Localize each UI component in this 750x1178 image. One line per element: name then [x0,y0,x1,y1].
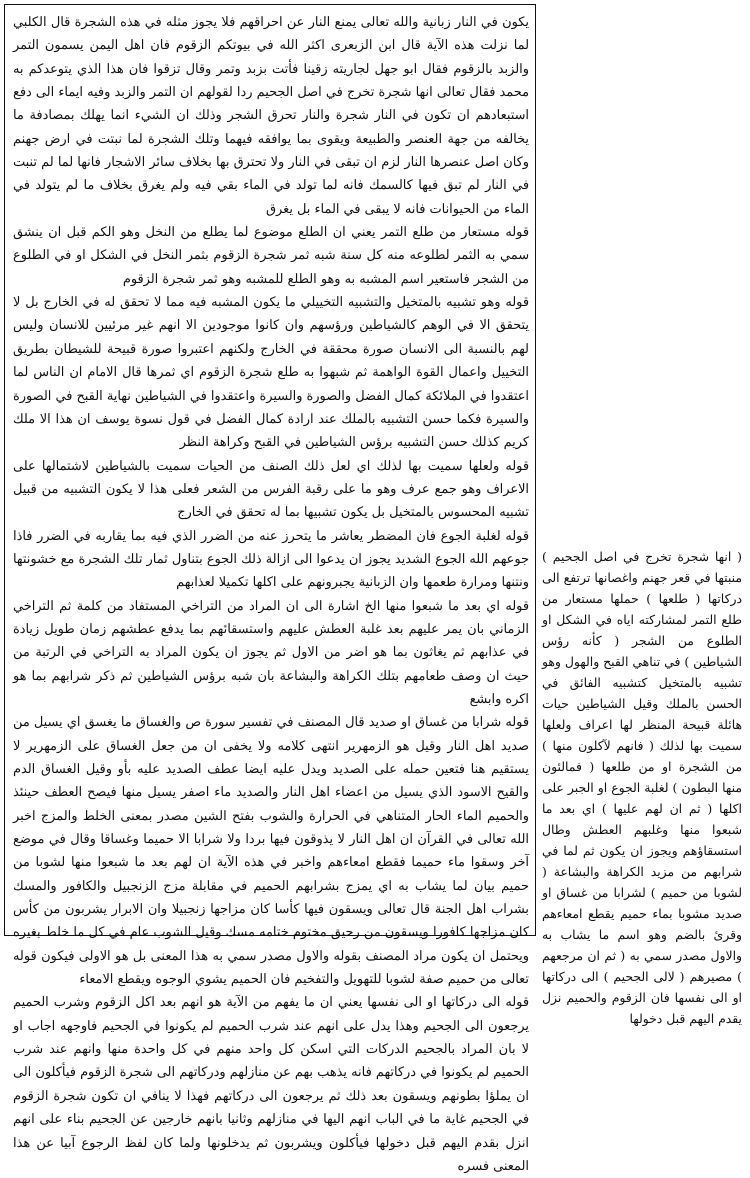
commentary-paragraph: قوله اي بعد ما شبعوا منها الخ اشارة الى ان المراد من التراخي المستفاد من كلمة ثم التراخي الزماني بان يمر عليهم بعد غلبة العطش عليهم واستسقائهم بما يدفع عطشهم زمان طويل زيادة في عذابهم ثم يغاثون بما هو اضر من الاول ثم يجوز ان يكون المراد به التراخي في الرتبة من حيث ان وصف طعامهم بتلك الكراهة والبشاعة بان شبه برؤس الشياطين ثم ذكر شرابهم بما هو اكره وابشع [13,598,529,707]
main-commentary-text [13,11,529,1174]
main-commentary-frame [4,4,536,1174]
margin-paragraph: ( انها شجرة تخرج في اصل الجحيم ) منبتها في قعر جهنم واغصانها ترتفع الى دركاتها ( طلعها ) حملها مستعار من طلع التمر لمشاركته اياه في الشكل او الطلوع من الشجر ( كأنه رؤس الشياطين ) في تناهي القبح والهول وهو تشبيه بالمتخيل كتشبيه الفائق في الحسن بالملك وقيل الشياطين حيات هائلة قبيحة المنظر لها اعراف ولعلها سميت بها لذلك ( فانهم لآكلون منها ) من الشجرة او من طلعها ( فمالئون منها البطون ) لغلبة الجوع او الجبر على اكلها ( ثم ان لهم عليها ) اي بعد ما شبعوا منها وغلبهم العطش وطال استسقاؤهم ويجوز ان يكون ثم لما في شرابهم من مزيد الكراهة والبشاعة ( لشوبا من حميم ) لشرابا من غساق او صديد مشوبا بماء حميم يقطع امعاءهم وقرئ بالضم وهو اسم ما يشاب به والاول مصدر سمي به ( ثم ان مرجعهم ) مصيرهم ( لالى الجحيم ) الى دركاتها او الى نفسها فان الزقوم والحميم نزل يقدم اليهم قبل دخولها [542,549,742,1026]
commentary-paragraph: قوله شرابا من غساق او صديد قال المصنف في تفسير سورة ص والغساق ما يغسق اي يسيل من صديد اهل النار وقيل هو الزمهرير انتهى كلامه ولا يخفى ان من جعل الغساق على الزمهرير لا يستقيم هنا فتعين حمله على الصديد ويدل عليه ايضا عطف الصديد عليه بأو وقيل الغساق الدم والقيح الاسود الذي يسيل من اعضاء اهل النار والصديد ماء اصفر يسيل منها فيصح العطف حينئذ والحميم الماء الحار المتناهي في الحرارة والشوب بفتح الشين مصدر بمعنى الخلط والمزج اخبر الله تعالى في القرآن ان اهل النار لا يذوقون فيها بردا ولا شرابا الا حميما وغساقا وقال في موضع آخر وسقوا ماء حميما فقطع امعاءهم واخبر في هذه الآية ان لهم بعد ما شبعوا منها لشوبا من حميم بيان لما يشاب به اي يمزج بشرابهم الحميم في مقابلة مزج الزنجبيل والكافور والمسك بشراب اهل الجنة قال تعالى ويسقون فيها كأسا كان مزاجها زنجبيلا وان الابرار يشربون من كأس كان مزاجها كافورا ويسقون من رحيق مختوم ختامه مسك وقيل الشوب عام في كل ما خلط بغيره ويحتمل ان يكون مراد المصنف بقوله والاول مصدر سمي به هذا المعنى بل هو الاولى فيكون قوله تعالى من حميم صفة لشوبا للتهويل والتفخيم فان الحميم يشوي الوجوه ويقطع الامعاء [13,715,529,988]
commentary-paragraph: قوله الى دركاتها او الى نفسها يعني ان ما يفهم من الآية هو انهم بعد اكل الزقوم وشرب الحميم يرجعون الى الجحيم وهذا يدل على انهم عند شرب الحميم لم يكونوا في الجحيم فاوجهه اجاب او لا بان المراد بالجحيم الدركات التي اسكن كل واحد منهم في كل واحدة منها وانهم عند شرب الحميم لم يكونوا في دركاتهم فانه يذهب بهم عن منازلهم ودركاتهم الى شجرة الزقوم فيأكلون الى ان يملؤا بطونهم ويسقون بعد ذلك ثم يرجعون الى دركاتهم فهذا لا ينافي ان تكون شجرة الزقوم في الجحيم غاية ما في الباب انهم اليها في منازلهم وثانيا بانهم خارجين عن الجحيم بناء على انهم انزل بقدم اليهم قبل دخولها فيأكلون ويشربون ثم يدخلونها ولما كان لفظ الرجوع آبيا عن هذا المعنى فسره [13,995,529,1174]
commentary-paragraph: قوله ولعلها سميت بها لذلك اي لعل ذلك الصنف من الحيات سميت بالشياطين لاشتمالها على الاعراف وهو جمع عرف وهو ما على رقبة الفرس من الشعر فعلى هذا لا يكون التشبيه من قبيل تشبيه المحسوس بالمتخيل بل يكون تشبيها بما له تحقق في الخارج [13,458,529,521]
commentary-paragraph: يكون في النار زبانية والله تعالى يمنع النار عن احراقهم فلا يجوز مثله في هذه الشجرة قال الكلبي لما نزلت هذه الآية قال ابن الزبعرى اكثر الله في بيوتكم الزقوم فان اهل اليمن يسمون التمر والزبد بالزقوم فقال ابو جهل لجاريته زقينا فأتت بزبد وتمر وقال تزقوا فان هذا الذي يتوعدكم به محمد فقال تعالى انها شجرة تخرج في اصل الجحيم ردا لقولهم ان التمر والزبد وفيه ايماء الى دفع استبعادهم ان تكون في النار شجرة والنار تحرق الشجر وذلك ان الشيء انما يهلك بمصادفة ما يخالفه من جهة العنصر والطبيعة ويقوى بما يوافقه فيهما وتلك الشجرة لما نبتت في ارض جهنم وكان اصل عنصرها النار لزم ان تبقى في النار ولا تحترق بها بخلاف سائر الاشجار فانها لما لم تنبت في النار لم تبق فيها كالسمك فانه لما تولد في الماء بقي فيه ولم يغرق بخلاف ما لم يتولد في الماء من الحيوانات فانه لا يبقى في الماء بل يغرق [13,15,529,217]
commentary-paragraph: قوله لغلبة الجوع فان المضطر يعاشر ما يتحرز عنه من الضرر الذي فيه بما يقاربه في الضرر فاذا جوعهم الله الجوع الشديد يجوز ان يدعوا الى ازالة ذلك الجوع بتناول ثمار تلك الشجرة مع خشونتها ونتنها ومرارة طعمها وان الزبانية يجبرونهم على اكلها تكميلا لعذابهم [13,528,529,591]
commentary-paragraph: قوله وهو تشبيه بالمتخيل والتشبيه التخييلي ما يكون المشبه فيه مما لا تحقق له في الخارج بل لا يتحقق الا في الوهم كالشياطين ورؤسهم وان كانوا موجودين الا انهم غير مرئيين للانسان وليس لهم بالنسبة الى الانسان صورة محققة في الخارج ولكنهم اعتبروا صورة قبيحة للشيطان بطريق التخييل واعمال القوة الواهمة ثم شبهوا به طلع شجرة الزقوم اي ثمرها قال الامام ان الناس لما اعتقدوا في الملائكة كمال الفضل والصورة والسيرة واعتقدوا في الشياطين نهاية القبح في الصورة والسيرة فكما حسن التشبيه بالملك عند ارادة كمال الفضل في قول نسوة يوسف ان هذا الا ملك كريم كذلك حسن التشبيه برؤس الشياطين في القبح وكراهة النظر [13,295,529,451]
commentary-paragraph: قوله مستعار من طلع التمر يعني ان الطلع موضوع لما يطلع من النخل وهو الكم قبل ان ينشق سمي به الثمر لطلوعه منه كل سنة شبه ثمر شجرة الزقوم بثمر النخل في الشكل او في الطلوع من الشجر فاستعير اسم المشبه به وهو الطلع للمشبه وهو ثمر شجرة الزقوم [13,225,529,287]
margin-tafsir-text [542,546,742,1026]
